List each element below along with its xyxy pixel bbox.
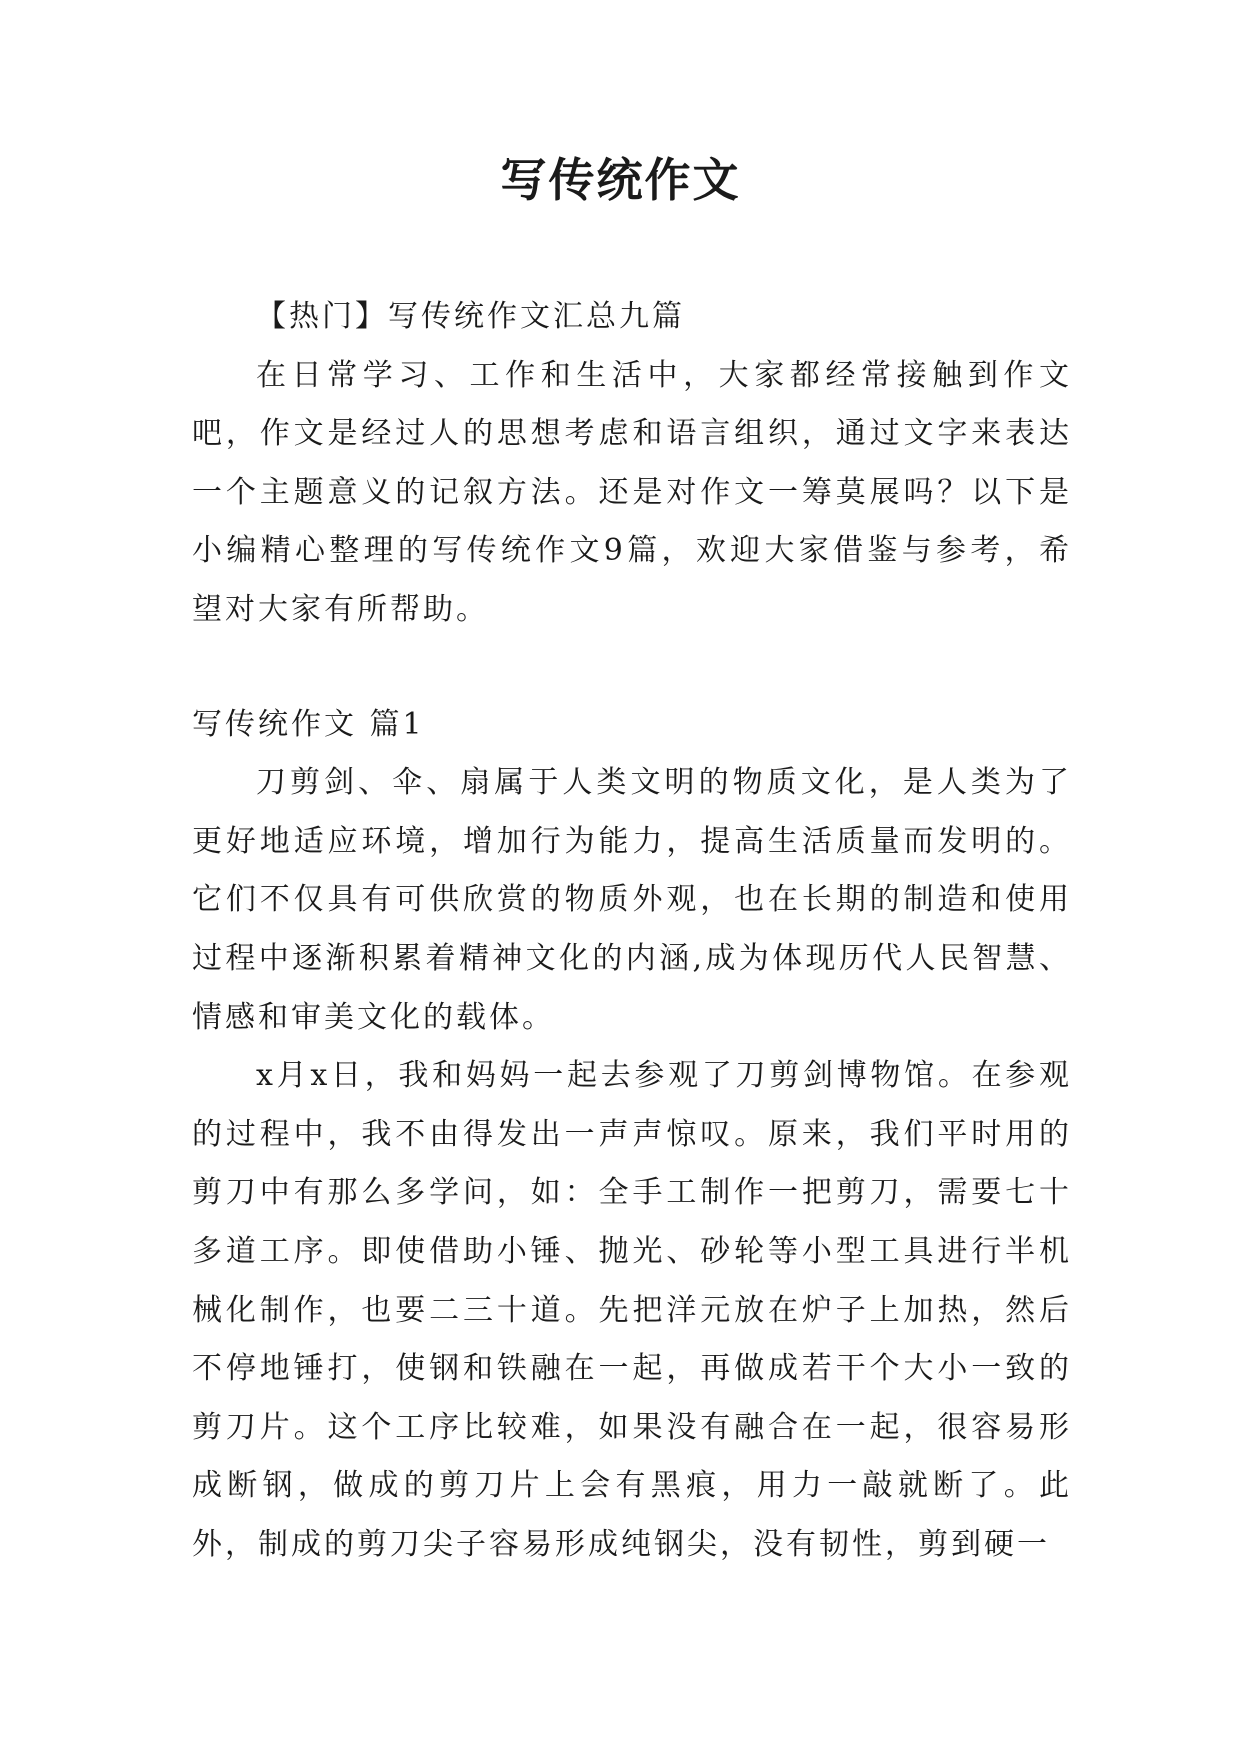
- document-title: 写传统作文: [500, 153, 741, 207]
- body-paragraph: x月x日，我和妈妈一起去参观了刀剪剑博物馆。在参观的过程中，我不由得发出一声声惊叹。原来，我们平时用的剪刀中有那么多学问，如：全手工制作一把剪刀，需要七十多道工序。即使借助小锤、抛光、砂轮等小型工具进行半机械化制作，也要二三十道。先把洋元放在炉子上加热，然后不停地锤打，使钢和铁融在一起，再做成若干个大小一致的剪刀片。这个工序比较难，如果没有融合在一起，很容易形成断钢，做成的剪刀片上会有黑痕，用力一敲就断了。此外，制成的剪刀尖子容易形成纯钢尖，没有韧性，剪到硬一: [192, 1058, 1072, 1562]
- body-paragraph: 刀剪剑、伞、扇属于人类文明的物质文化，是人类为了更好地适应环境，增加行为能力，提高生活质量而发明的。它们不仅具有可供欣赏的物质外观，也在长期的制造和使用过程中逐渐积累着精神文化的内涵,成为体现历代人民智慧、情感和审美文化的载体。: [192, 765, 1072, 1035]
- document-body: [192, 288, 1072, 1574]
- document-subtitle: 【热门】写传统作文汇总九篇: [256, 299, 685, 334]
- intro-paragraph: 在日常学习、工作和生活中，大家都经常接触到作文吧，作文是经过人的思想考虑和语言组织，通过文字来表达一个主题意义的记叙方法。还是对作文一筹莫展吗？以下是小编精心整理的写传统作文9篇，欢迎大家借鉴与参考，希望对大家有所帮助。: [192, 357, 1072, 627]
- section-heading: 写传统作文 篇1: [192, 706, 425, 742]
